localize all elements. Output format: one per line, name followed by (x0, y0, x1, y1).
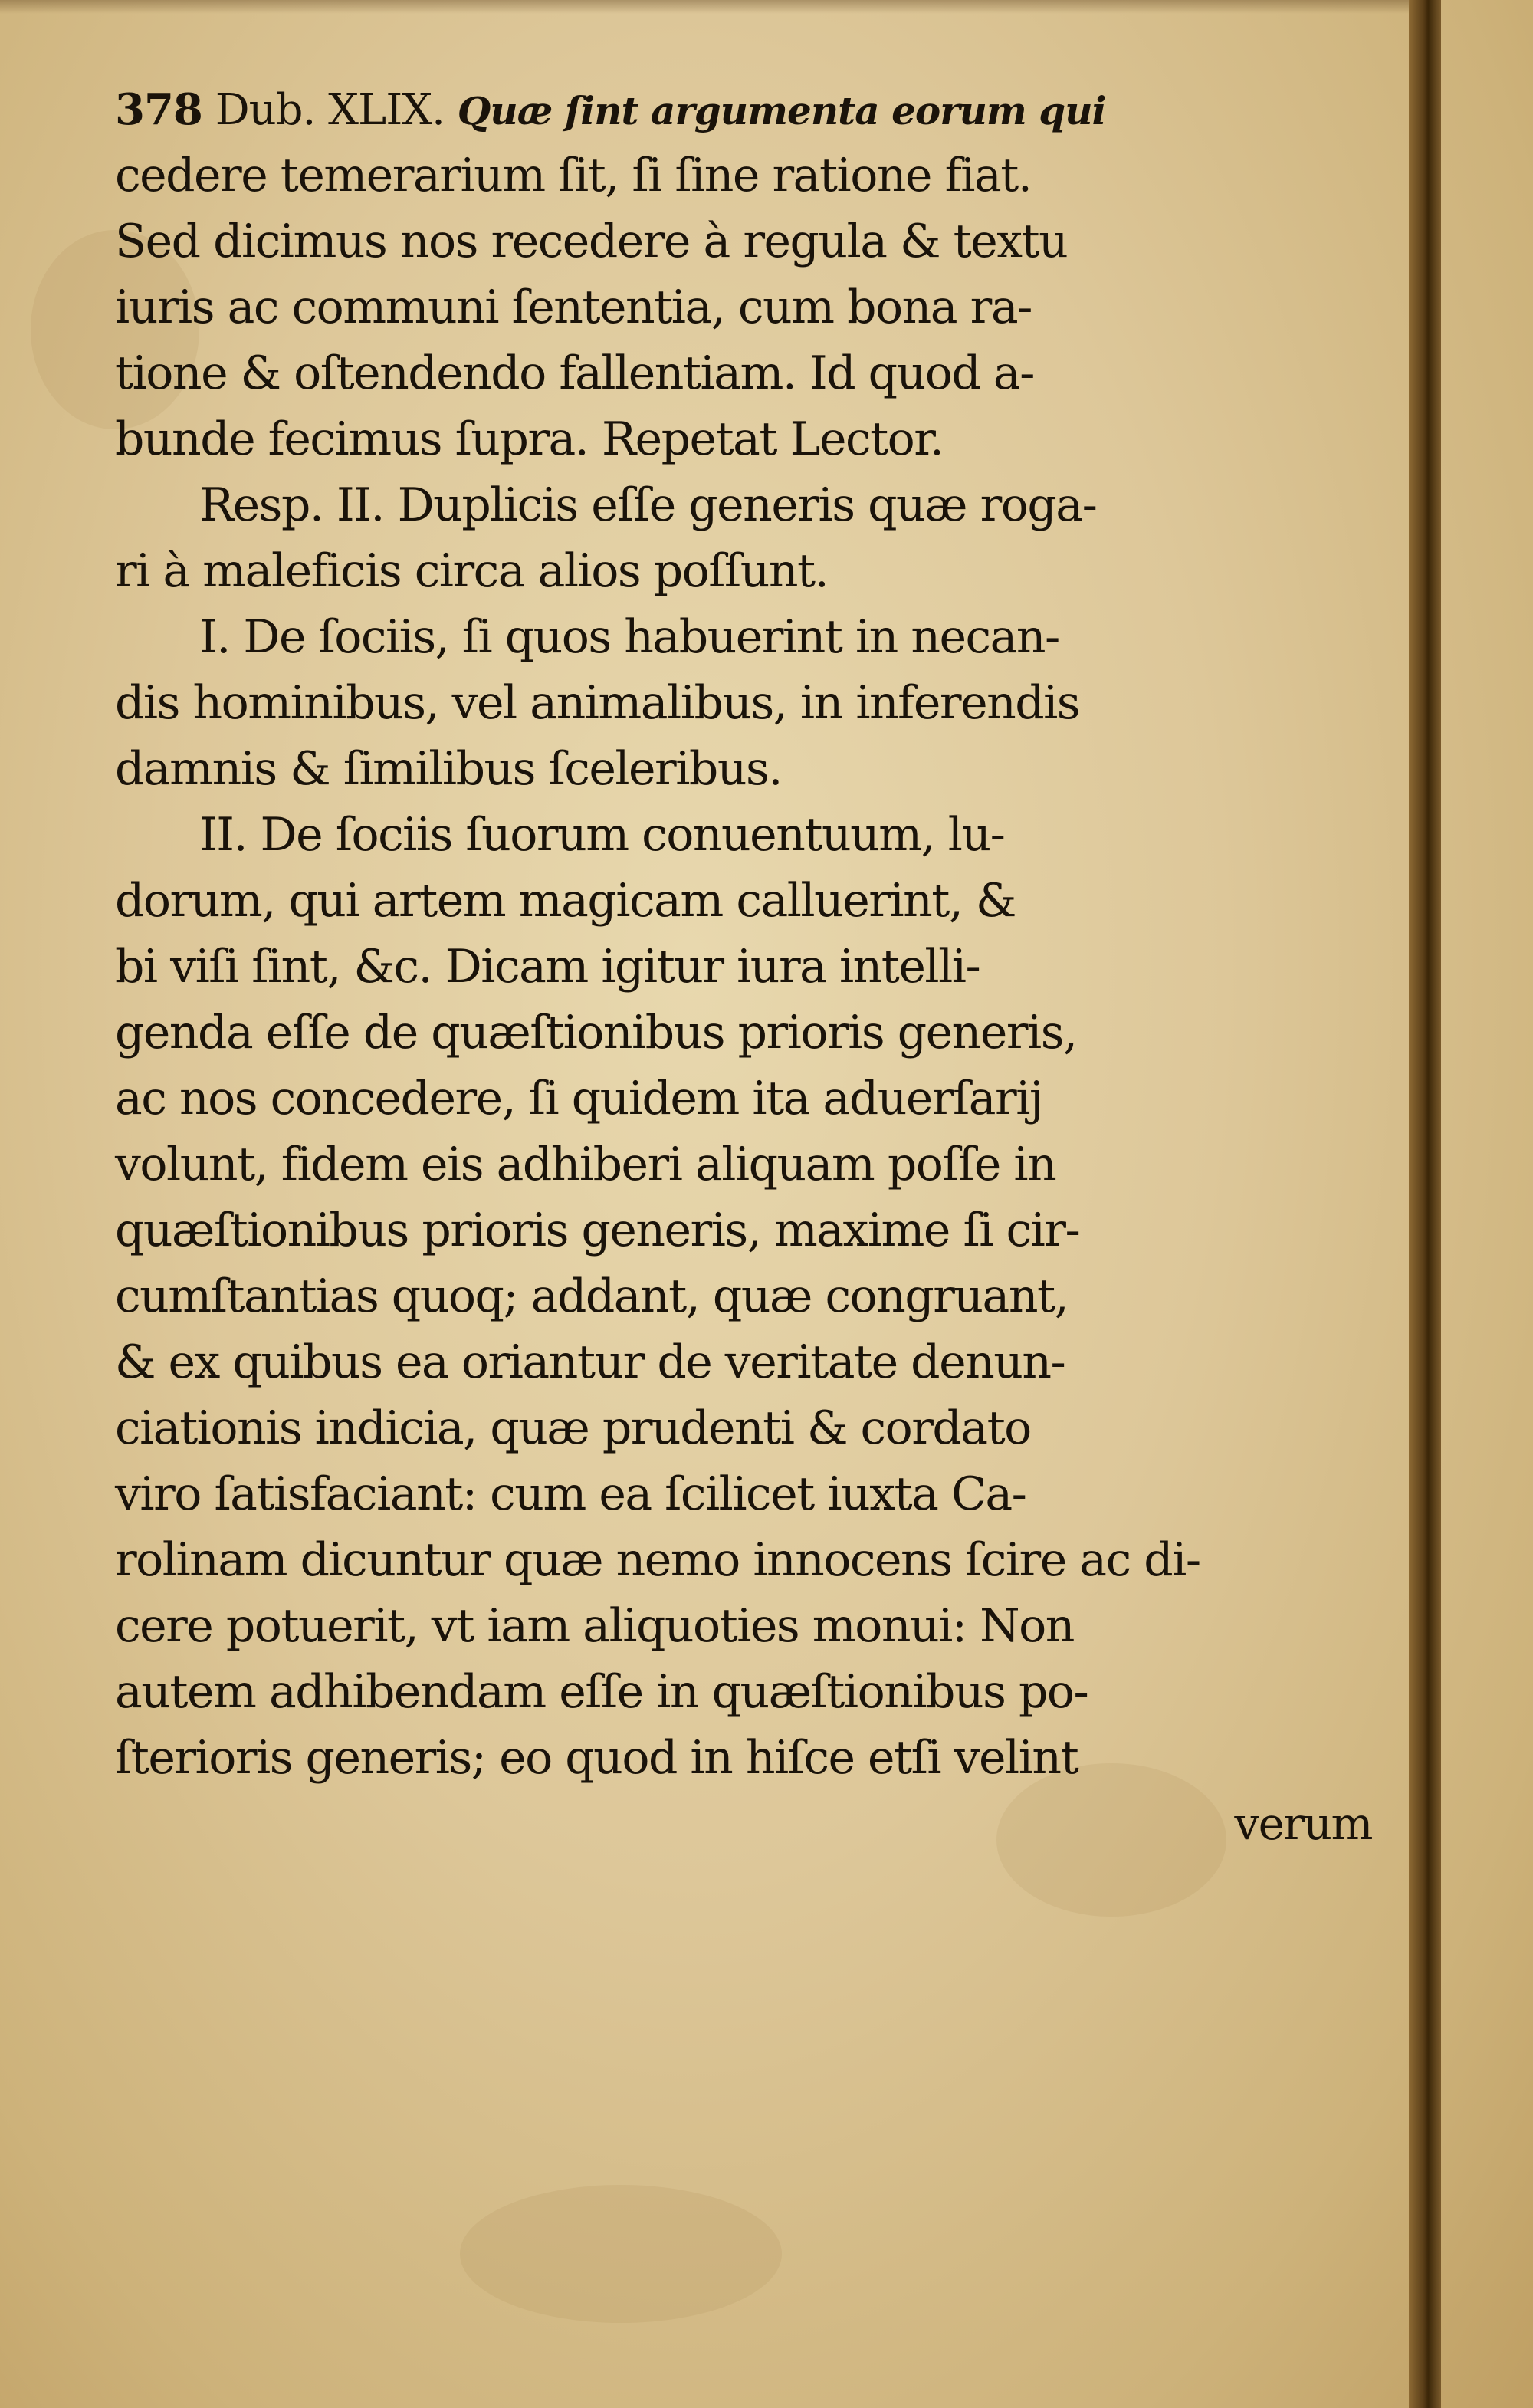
text-line: volunt, fidem eis adhiberi aliquam poſſe in (115, 1138, 1056, 1191)
main-text-block (115, 77, 1372, 1857)
text-line: I. De ſociis, ſi quos habuerint in necan- (199, 610, 1059, 664)
page-top-shadow (0, 0, 1409, 14)
running-header (115, 77, 1372, 143)
running-title: Quæ ſint argumenta eorum qui (457, 88, 1106, 133)
text-line: Sed dicimus nos recedere à regula & textu (115, 215, 1068, 268)
text-line: Resp. II. Duplicis eſſe generis quæ roga- (199, 478, 1097, 532)
text-line: cedere temerarium ſit, ſi ſine ratione fiat. (115, 149, 1032, 202)
text-line: tione & oſtendendo fallentiam. Id quod a- (115, 347, 1034, 400)
section-label: Dub. XLIX. (215, 85, 445, 135)
catchword: verum (1234, 1798, 1372, 1850)
text-line: damnis & ſimilibus ſceleribus. (115, 742, 782, 796)
text-line: dorum, qui artem magicam calluerint, & (115, 874, 1016, 928)
text-line: quæſtionibus prioris generis, maxime ſi cir- (115, 1204, 1080, 1257)
text-line: autem adhibendam eſſe in quæſtionibus po- (115, 1665, 1088, 1719)
text-line: ri à maleficis circa alios poſſunt. (115, 544, 829, 598)
text-line: viro ſatisfaciant: cum ea ſcilicet iuxta Ca- (115, 1467, 1026, 1521)
paper-stain (460, 2185, 782, 2323)
book-gutter (1409, 0, 1441, 2408)
text-line: II. De ſociis ſuorum conuentuum, lu- (199, 808, 1005, 862)
text-line: ſterioris generis; eo quod in hiſce etſi velint (115, 1731, 1078, 1785)
text-line: & ex quibus ea oriantur de veritate denun- (115, 1335, 1065, 1389)
text-line: genda eſſe de quæſtionibus prioris generis, (115, 1006, 1077, 1059)
text-line: bi viſi ſint, &c. Dicam igitur iura intelli- (115, 940, 980, 994)
text-line: cere potuerit, vt iam aliquoties monui: Non (115, 1599, 1074, 1653)
text-line: rolinam dicuntur quæ nemo innocens ſcire ac di- (115, 1533, 1200, 1587)
text-line: ciationis indicia, quæ prudenti & cordato (115, 1401, 1031, 1455)
text-line: ac nos concedere, ſi quidem ita aduerſarij (115, 1072, 1043, 1125)
text-line: dis hominibus, vel animalibus, in inferendis (115, 676, 1080, 730)
text-line: iuris ac communi ſententia, cum bona ra- (115, 281, 1032, 334)
text-line: cumſtantias quoq; addant, quæ congruant, (115, 1270, 1069, 1323)
page-number: 378 (115, 84, 202, 135)
text-line: bunde fecimus ſupra. Repetat Lector. (115, 412, 944, 466)
